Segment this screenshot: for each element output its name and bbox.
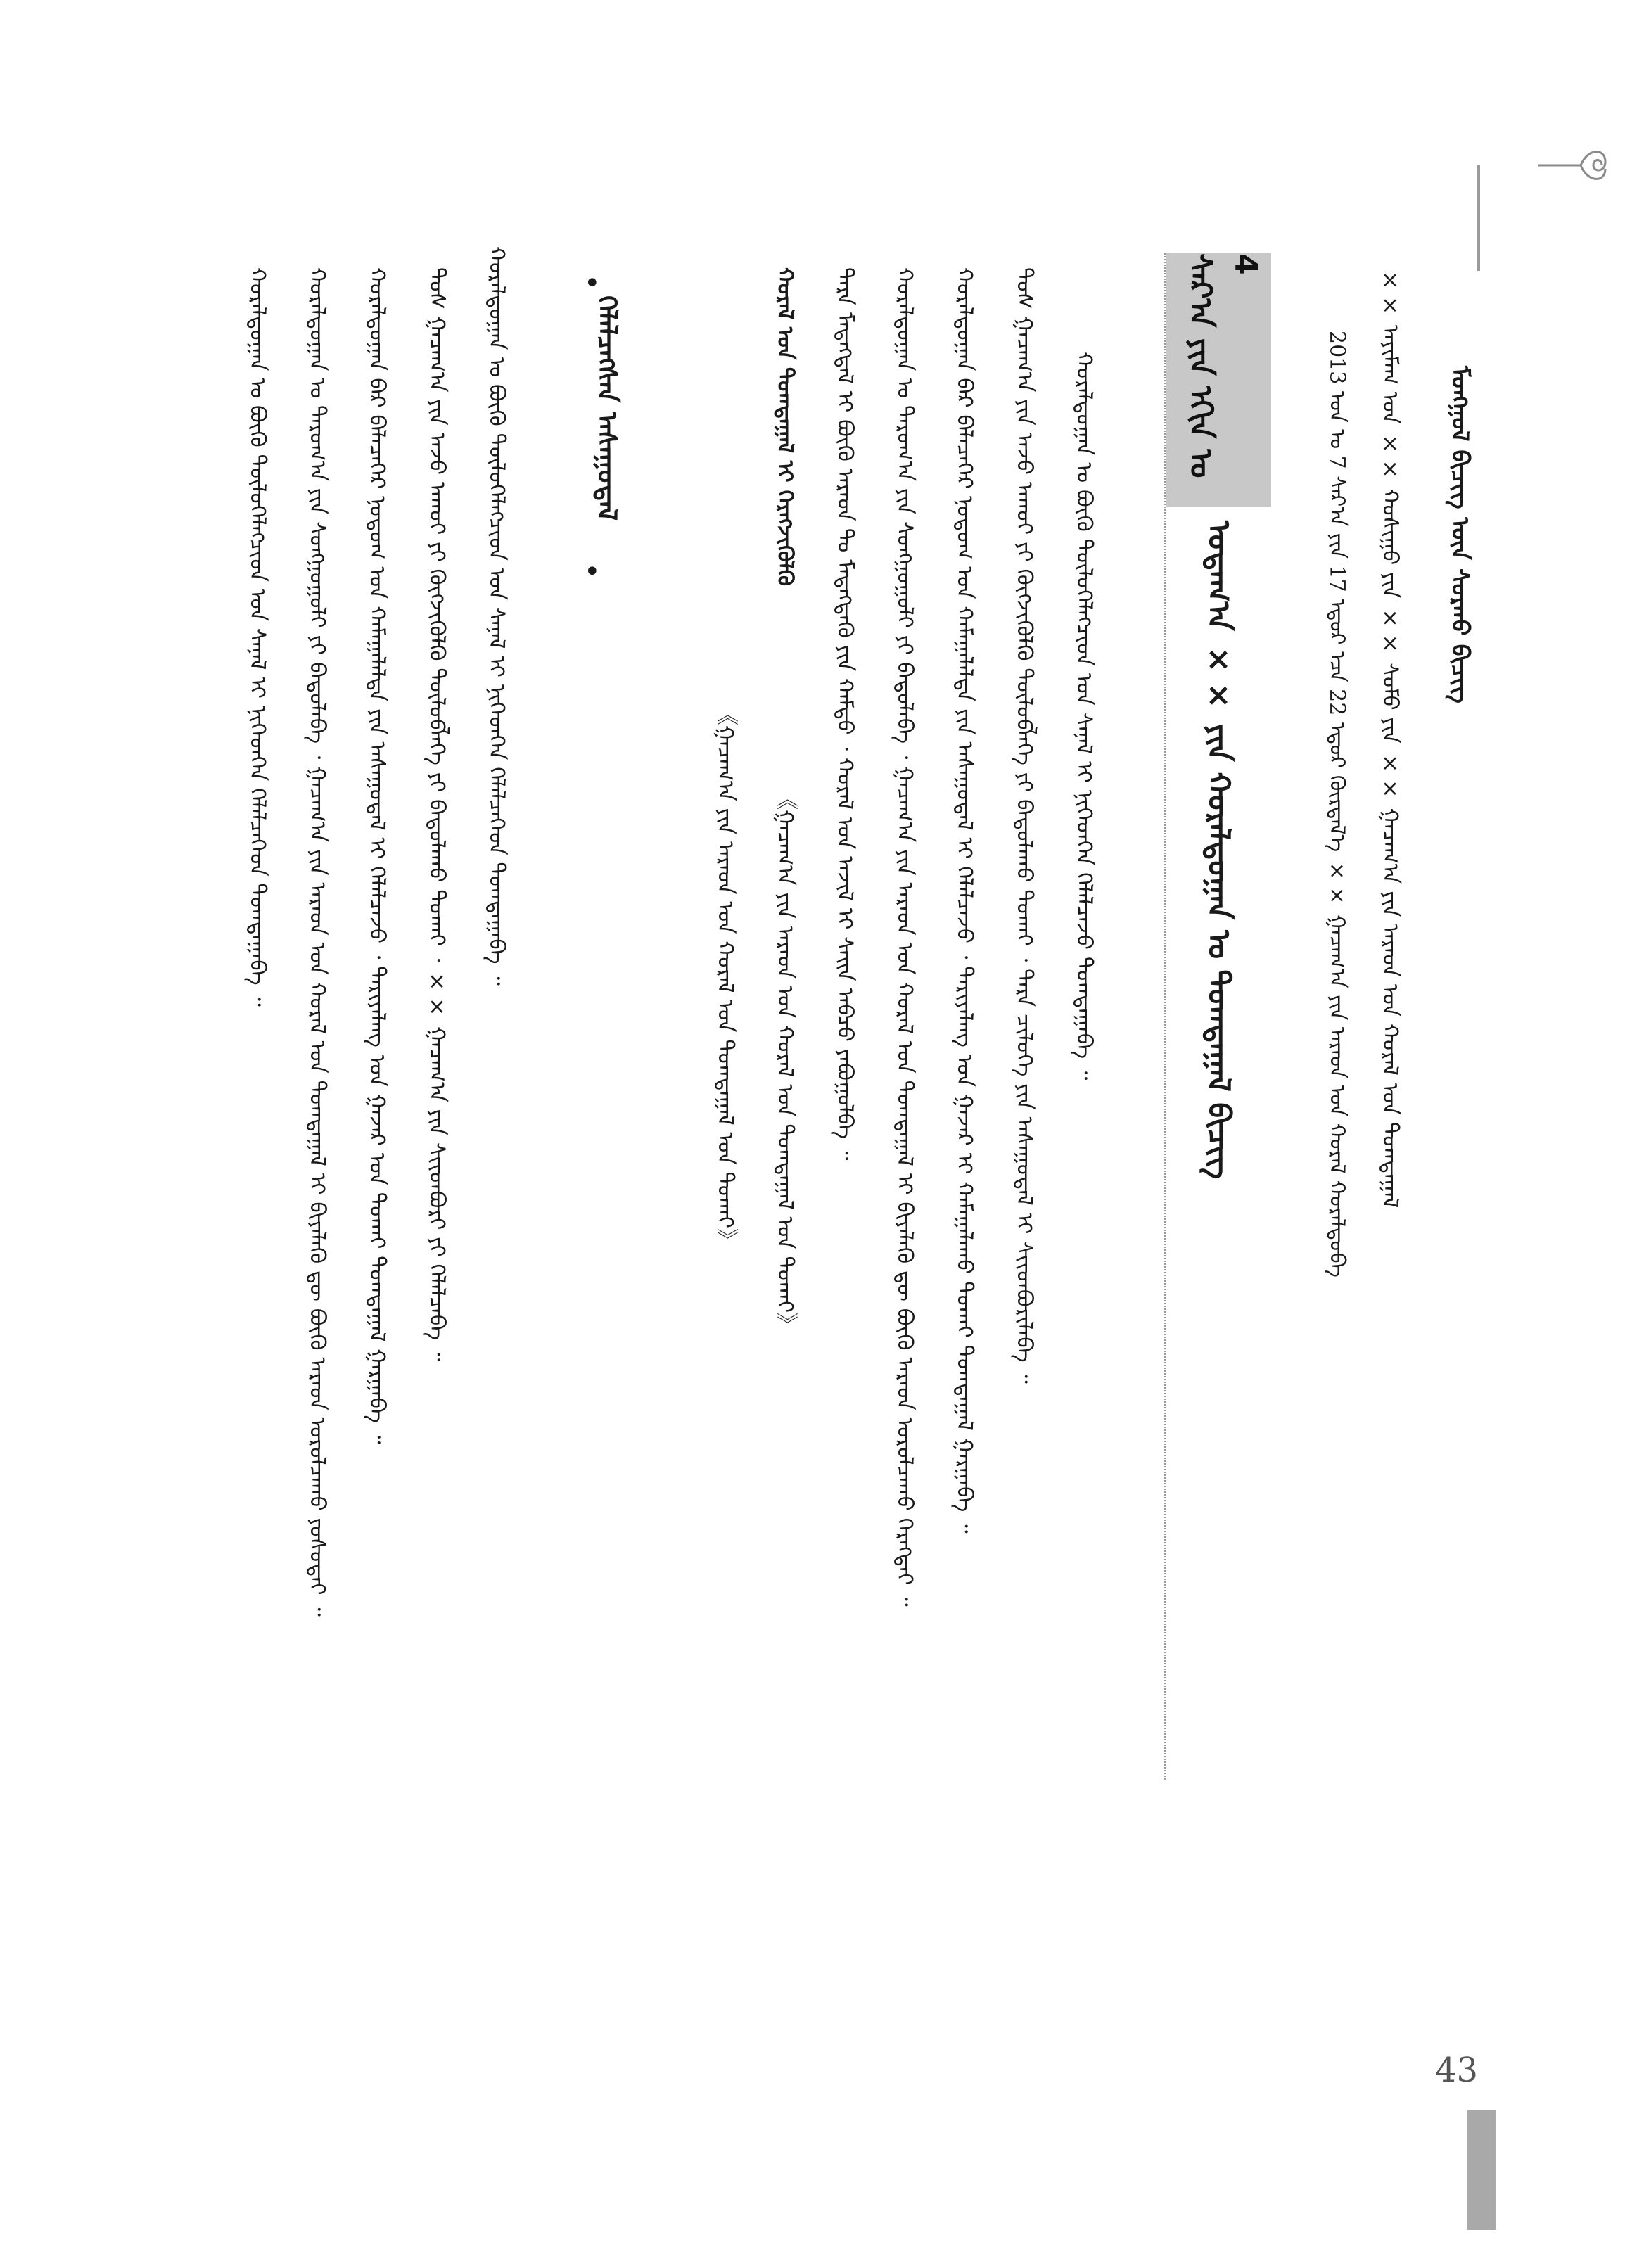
bullet-icon: • (584, 267, 601, 300)
running-head: ᠮᠣᠩᠭᠣᠯ ᠪᠢᠴᠢᠭ ᠦᠨ ᠰᠤᠷᠬᠤ ᠪᠢᠴᠢᠭ (1446, 366, 1474, 703)
page-number: 43 (1435, 2051, 1479, 2090)
section-a-quote-ref: 《ᠭᠠᠴᠠᠭ᠎ᠠ ᠶᠢᠨ ᠠᠷᠠᠳ ᠤᠨ ᠬᠤᠷᠠᠯ ᠤᠨ ᠲᠣᠭᠲᠠᠭᠠᠯ ᠤᠨ ᠲᠤᠬᠠᠢ》 (713, 703, 738, 1251)
section-a-line-4: ᠬᠤᠷᠠᠯᠳᠤᠭᠠᠨ ᠤ ᠳᠠᠷᠤᠭ᠎ᠠ ᠶᠢᠨ ᠰᠣᠩᠭᠤᠭᠤᠯᠢ ᠶᠢ ᠪᠠᠲᠤᠯᠠᠪᠠ ᠂ ᠭᠠᠴᠠᠭ᠎ᠠ ᠶᠢᠨ ᠠᠷᠠᠳ ᠤᠨ ᠬᠤᠷᠠᠯ ᠤᠨ ᠲᠣᠭᠲᠠᠭᠠᠯ ᠢ ᠪᠢᠶᠡᠯᠡᠬᠦ ᠳᠦ ᠪᠦᠬᠦ ᠠᠷᠠᠳ ᠣᠷᠣᠯᠴᠠᠬᠤ ᠬᠡᠷᠡᠭᠲᠡᠢ ᠃ (892, 267, 917, 1607)
chapter-title-highlight (1166, 253, 1271, 507)
section-a-line-1: ᠬᠤᠷᠠᠯᠳᠤᠭᠠᠨ ᠤ ᠪᠦᠬᠦ ᠲᠥᠯᠥᠭᠡᠯᠡᠭᠴᠢᠳ ᠤᠨ ᠰᠠᠨᠠᠯ ᠢ ᠨᠢᠭᠡᠳᠬᠡᠨ ᠬᠡᠯᠡᠯᠴᠡᠵᠦ ᠲᠣᠭᠲᠠᠭᠠᠪᠠ ᠃ (1071, 352, 1097, 1081)
section-b-line-3: ᠬᠤᠷᠠᠯᠳᠤᠭᠠᠨ ᠪᠡᠷ ᠪᠡᠯᠡᠴᠡᠭᠡᠷ ᠨᠤᠲᠤᠭ ᠤᠨ ᠬᠠᠮᠠᠭᠠᠯᠠᠯᠲᠠ ᠶᠢᠨ ᠠᠰᠠᠭᠤᠳᠠᠯ ᠢ ᠬᠡᠯᠡᠯᠴᠡᠵᠦ ᠂ ᠲᠠᠷᠢᠶᠠᠯᠠᠩ ᠤᠨ ᠭᠠᠵᠠᠷ ᠤᠨ ᠲᠤᠬᠠᠢ ᠲᠣᠭᠲᠠᠭᠠᠯ ᠭᠠᠷᠭᠠᠪᠠ ᠃ (364, 267, 390, 1445)
chapter-title-highlight-text: ᠰᠠᠷ᠎ᠠ ᠶᠢᠨ ᠡᠬᠢᠨ ᠤ 4 (1183, 253, 1263, 478)
header-rule (1477, 165, 1480, 271)
section-b-line-5: ᠬᠤᠷᠠᠯᠳᠤᠭᠠᠨ ᠤ ᠪᠦᠬᠦ ᠲᠥᠯᠥᠭᠡᠯᠡᠭᠴᠢᠳ ᠤᠨ ᠰᠠᠨᠠᠯ ᠢ ᠨᠢᠭᠡᠳᠬᠡᠨ ᠬᠡᠯᠡᠯᠴᠡᠭᠡᠳ ᠲᠣᠭᠲᠠᠭᠠᠪᠠ ᠃ (245, 267, 270, 1007)
intro-line-1: ×× ᠠᠶᠢᠮᠠᠭ ᠤᠨ ×× ᠬᠣᠰᠢᠭᠤ ᠶᠢᠨ ×× ᠰᠤᠮᠤ ᠶᠢᠨ ×× ᠭᠠᠴᠠᠭ᠎ᠠ ᠶᠢᠨ ᠠᠷᠠᠳ ᠤᠨ ᠬᠤᠷᠠᠯ ᠤᠨ ᠲᠣᠭᠲᠠᠭᠠᠯ (1377, 267, 1403, 1209)
quote-line: 《ᠭᠠᠴᠠᠭ᠎ᠠ ᠶᠢᠨ ᠠᠷᠠᠳ ᠤᠨ ᠬᠤᠷᠠᠯ ᠤᠨ ᠲᠣᠭᠲᠠᠭᠠᠯ ᠤᠨ ᠲᠤᠬᠠᠢ》 (772, 788, 798, 1335)
section-b-line-4: ᠬᠤᠷᠠᠯᠳᠤᠭᠠᠨ ᠤ ᠳᠠᠷᠤᠭ᠎ᠠ ᠶᠢᠨ ᠰᠣᠩᠭᠤᠭᠤᠯᠢ ᠶᠢ ᠪᠠᠲᠤᠯᠠᠪᠠ ᠂ ᠭᠠᠴᠠᠭ᠎ᠠ ᠶᠢᠨ ᠠᠷᠠᠳ ᠤᠨ ᠬᠤᠷᠠᠯ ᠤᠨ ᠲᠣᠭᠲᠠᠭᠠᠯ ᠢ ᠪᠢᠶᠡᠯᠡᠬᠦ ᠳᠦ ᠪᠦᠬᠦ ᠠᠷᠠᠳ ᠣᠷᠣᠯᠴᠠᠬᠤ ᠶᠣᠰᠣᠲᠠᠢ ᠃ (305, 267, 330, 1617)
section-a-emphasis: ᠬᠤᠷᠠᠯ ᠤᠨ ᠲᠣᠭᠲᠠᠭᠠᠯ ᠢ ᠬᠡᠷᠡᠭᠵᠢᠭᠦᠯᠬᠦ (772, 267, 798, 587)
chapter-title-block (1164, 253, 1271, 1780)
bullet-icon: • (584, 556, 601, 588)
chapter-title-rest (1166, 521, 1271, 1773)
section-b-line-2: ᠲᠤᠰ ᠭᠠᠴᠠᠭ᠎ᠠ ᠶᠢᠨ ᠠᠵᠤ ᠠᠬᠤᠢ ᠶᠢ ᠬᠥᠭᠵᠢᠭᠦᠯᠬᠦ ᠲᠥᠯᠥᠪᠯᠡᠭᠡ ᠶᠢ ᠪᠠᠲᠤᠯᠠᠬᠤ ᠲᠤᠬᠠᠢ ᠂ ×× ᠭᠠᠴᠠᠭ᠎ᠠ ᠶᠢᠨ ᠰᠢᠢᠳᠪᠦᠷᠢ ᠶᠢ ᠬᠡᠯᠡᠯᠴᠡᠪᠡ ᠃ (424, 267, 450, 1362)
section-b-line-1: ᠬᠤᠷᠠᠯᠳᠤᠭᠠᠨ ᠤ ᠪᠦᠬᠦ ᠲᠥᠯᠥᠭᠡᠯᠡᠭᠴᠢᠳ ᠤᠨ ᠰᠠᠨᠠᠯ ᠢ ᠨᠢᠭᠡᠳᠬᠡᠨ ᠬᠡᠯᠡᠯᠴᠡᠭᠡᠳ ᠲᠣᠭᠲᠠᠭᠠᠪᠠ ᠃ (484, 246, 509, 986)
section-a-line-5: ᠲᠡᠷᠡ ᠮᠡᠳᠡᠭᠳᠡᠯ ᠢ ᠪᠦᠬᠦ ᠠᠷᠠᠳ ᠲᠤ ᠮᠡᠳᠡᠭᠳᠡᠬᠦ ᠶᠢᠨ ᠬᠠᠮᠲᠤ ᠂ ᠬᠤᠷᠠᠯ ᠤᠨ ᠠᠵᠢᠯ ᠢ ᠰᠠᠢᠨ ᠠᠪᠴᠤ ᠶᠠᠪᠤᠭᠤᠯᠪᠠ ᠃ (832, 267, 858, 1161)
section-a-line-3: ᠬᠤᠷᠠᠯᠳᠤᠭᠠᠨ ᠪᠡᠷ ᠪᠡᠯᠡᠴᠡᠭᠡᠷ ᠨᠤᠲᠤᠭ ᠤᠨ ᠬᠠᠮᠠᠭᠠᠯᠠᠯᠲᠠ ᠶᠢᠨ ᠠᠰᠠᠭᠤᠳᠠᠯ ᠢ ᠬᠡᠯᠡᠯᠴᠡᠵᠦ ᠂ ᠲᠠᠷᠢᠶᠠᠯᠠᠩ ᠤᠨ ᠭᠠᠵᠠᠷ ᠢ ᠬᠠᠮᠠᠭᠠᠯᠠᠬᠤ ᠲᠤᠬᠠᠢ ᠲᠣᠭᠲᠠᠭᠠᠯ ᠭᠠᠷᠭᠠᠪᠠ ᠃ (952, 267, 977, 1534)
page-edge-tab (1467, 2110, 1496, 2230)
section-b-heading: ᠬᠡᠯᠡᠯᠴᠡᠭᠰᠡᠨ ᠠᠰᠠᠭᠤᠳᠠᠯ (592, 295, 623, 521)
section-a-line-2: ᠲᠤᠰ ᠭᠠᠴᠠᠭ᠎ᠠ ᠶᠢᠨ ᠠᠵᠤ ᠠᠬᠤᠢ ᠶᠢ ᠬᠥᠭᠵᠢᠭᠦᠯᠬᠦ ᠲᠥᠯᠥᠪᠯᠡᠭᠡ ᠶᠢ ᠪᠠᠲᠤᠯᠠᠬᠤ ᠲᠤᠬᠠᠢ ᠂ ᠲᠡᠷᠡ ᠴᠢᠯᠦᠭᠡ ᠶᠢᠨ ᠠᠰᠠᠭᠤᠳᠠᠯ ᠢ ᠰᠢᠢᠳᠪᠦᠷᠢᠯᠡᠪᠡ ᠃ (1012, 267, 1037, 1384)
ornament-icon (1531, 134, 1616, 197)
chapter-title-rest-text: ᠤᠳᠠᠭ᠎ᠠ ×× ᠶᠢᠨ ᠬᠤᠷᠠᠯᠳᠤᠭᠠᠨ ᠤ ᠲᠣᠭᠲᠠᠭᠠᠯ ᠪᠢᠴᠢᠭ (1200, 521, 1237, 1180)
intro-line-2: 2013 ᠣᠨ ᠤ 7 ᠰᠠᠷ᠎ᠠ ᠶᠢᠨ 17 ᠡᠳᠦᠷ ᠡᠴᠡ 22 ᠡᠳᠦᠷ ᠬᠦᠷᠲᠡᠯ᠎ᠡ ×× ᠭᠠᠴᠠᠭ᠎ᠠ ᠶᠢᠨ ᠠᠷᠠᠳ ᠤᠨ ᠬᠤᠷᠠᠯ ᠬᠤᠷᠠᠯᠳᠤᠪᠠ (1325, 331, 1349, 1278)
